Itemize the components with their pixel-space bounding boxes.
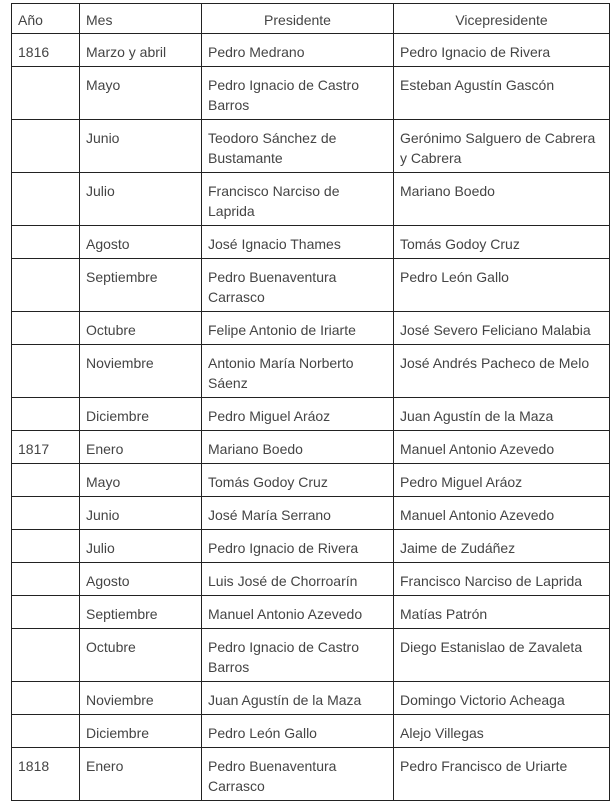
cell-vicepresident: Pedro Miguel Aráoz <box>394 464 610 497</box>
cell-year <box>12 682 80 715</box>
header-month: Mes <box>80 4 202 34</box>
cell-president: Juan Agustín de la Maza <box>202 682 394 715</box>
presidents-table <box>11 3 610 801</box>
cell-year: 1817 <box>12 431 80 464</box>
cell-year <box>12 530 80 563</box>
cell-year <box>12 345 80 398</box>
cell-president: Antonio María Norberto Sáenz <box>202 345 394 398</box>
cell-vicepresident: José Andrés Pacheco de Melo <box>394 345 610 398</box>
table-header-row <box>12 4 610 34</box>
cell-month: Mayo <box>80 67 202 120</box>
table-row <box>12 259 610 312</box>
cell-month: Junio <box>80 497 202 530</box>
cell-president: Luis José de Chorroarín <box>202 563 394 596</box>
table-row <box>12 34 610 67</box>
table-row <box>12 312 610 345</box>
cell-president: Francisco Narciso de Laprida <box>202 173 394 226</box>
cell-month: Junio <box>80 120 202 173</box>
cell-president: Pedro Buenaventura Carrasco <box>202 259 394 312</box>
table-row <box>12 748 610 801</box>
table-row <box>12 226 610 259</box>
table-row <box>12 67 610 120</box>
cell-month: Agosto <box>80 226 202 259</box>
cell-president: Pedro Medrano <box>202 34 394 67</box>
cell-year <box>12 563 80 596</box>
cell-year <box>12 596 80 629</box>
cell-month: Agosto <box>80 563 202 596</box>
table-row <box>12 398 610 431</box>
cell-year <box>12 259 80 312</box>
table-row <box>12 431 610 464</box>
cell-month: Marzo y abril <box>80 34 202 67</box>
cell-month: Noviembre <box>80 345 202 398</box>
table-row <box>12 120 610 173</box>
cell-year <box>12 715 80 748</box>
cell-vicepresident: Domingo Victorio Acheaga <box>394 682 610 715</box>
cell-year <box>12 464 80 497</box>
table-row <box>12 715 610 748</box>
cell-vicepresident: Pedro León Gallo <box>394 259 610 312</box>
cell-vicepresident: Matías Patrón <box>394 596 610 629</box>
cell-year <box>12 120 80 173</box>
table-row <box>12 563 610 596</box>
cell-month: Octubre <box>80 629 202 682</box>
cell-year <box>12 312 80 345</box>
cell-vicepresident: Gerónimo Salguero de Cabrera y Cabrera <box>394 120 610 173</box>
cell-vicepresident: Pedro Ignacio de Rivera <box>394 34 610 67</box>
cell-month: Diciembre <box>80 715 202 748</box>
cell-year <box>12 629 80 682</box>
cell-president: Felipe Antonio de Iriarte <box>202 312 394 345</box>
cell-vicepresident: Tomás Godoy Cruz <box>394 226 610 259</box>
cell-month: Noviembre <box>80 682 202 715</box>
cell-president: Teodoro Sánchez de Bustamante <box>202 120 394 173</box>
cell-month: Mayo <box>80 464 202 497</box>
cell-vicepresident: Manuel Antonio Azevedo <box>394 431 610 464</box>
cell-president: Pedro Ignacio de Castro Barros <box>202 67 394 120</box>
table-row <box>12 497 610 530</box>
table-row <box>12 464 610 497</box>
cell-vicepresident: José Severo Feliciano Malabia <box>394 312 610 345</box>
cell-vicepresident: Alejo Villegas <box>394 715 610 748</box>
cell-month: Julio <box>80 173 202 226</box>
cell-year: 1818 <box>12 748 80 801</box>
cell-vicepresident: Esteban Agustín Gascón <box>394 67 610 120</box>
cell-vicepresident: Diego Estanislao de Zavaleta <box>394 629 610 682</box>
header-president: Presidente <box>202 4 394 34</box>
header-year: Año <box>12 4 80 34</box>
table-row <box>12 530 610 563</box>
cell-president: Manuel Antonio Azevedo <box>202 596 394 629</box>
cell-vicepresident: Manuel Antonio Azevedo <box>394 497 610 530</box>
cell-president: Pedro Miguel Aráoz <box>202 398 394 431</box>
cell-vicepresident: Pedro Francisco de Uriarte <box>394 748 610 801</box>
cell-vicepresident: Jaime de Zudáñez <box>394 530 610 563</box>
cell-year <box>12 67 80 120</box>
cell-vicepresident: Mariano Boedo <box>394 173 610 226</box>
cell-president: Pedro Ignacio de Rivera <box>202 530 394 563</box>
table-row <box>12 173 610 226</box>
cell-year <box>12 226 80 259</box>
cell-vicepresident: Juan Agustín de la Maza <box>394 398 610 431</box>
cell-president: Tomás Godoy Cruz <box>202 464 394 497</box>
cell-year <box>12 173 80 226</box>
cell-month: Septiembre <box>80 259 202 312</box>
cell-month: Octubre <box>80 312 202 345</box>
cell-year <box>12 497 80 530</box>
cell-month: Julio <box>80 530 202 563</box>
cell-vicepresident: Francisco Narciso de Laprida <box>394 563 610 596</box>
table-row <box>12 629 610 682</box>
cell-president: José Ignacio Thames <box>202 226 394 259</box>
cell-year: 1816 <box>12 34 80 67</box>
cell-president: Pedro León Gallo <box>202 715 394 748</box>
header-vicepresident: Vicepresidente <box>394 4 610 34</box>
cell-month: Septiembre <box>80 596 202 629</box>
cell-president: Pedro Buenaventura Carrasco <box>202 748 394 801</box>
table-body <box>12 34 610 801</box>
cell-month: Enero <box>80 431 202 464</box>
cell-month: Diciembre <box>80 398 202 431</box>
table-row <box>12 345 610 398</box>
table-row <box>12 682 610 715</box>
cell-president: José María Serrano <box>202 497 394 530</box>
cell-president: Pedro Ignacio de Castro Barros <box>202 629 394 682</box>
cell-month: Enero <box>80 748 202 801</box>
cell-year <box>12 398 80 431</box>
cell-president: Mariano Boedo <box>202 431 394 464</box>
table-row <box>12 596 610 629</box>
